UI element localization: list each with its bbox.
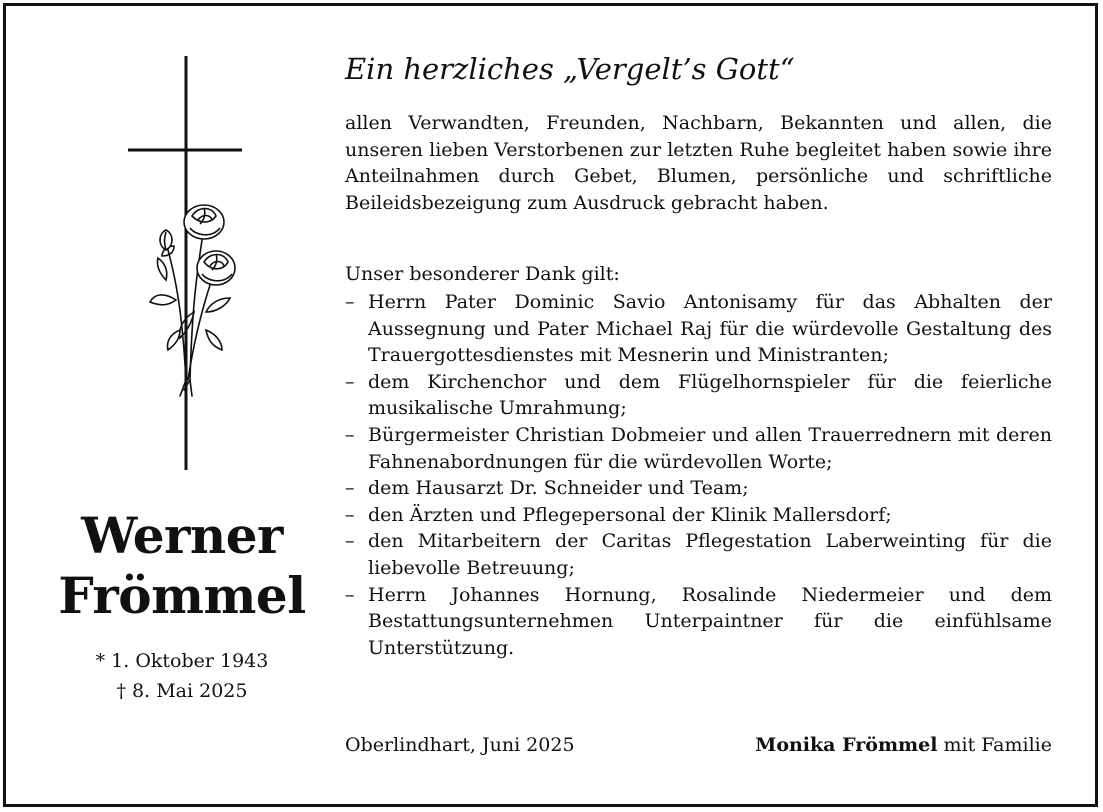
place-date: Oberlindhart, Juni 2025 bbox=[345, 734, 575, 756]
thanks-item-text: dem Kirchenchor und dem Flügelhornspieler für die feierliche musikalische Umrahmung; bbox=[368, 370, 1052, 420]
dash-bullet: – bbox=[345, 583, 355, 606]
thanks-item-text: Bürgermeister Christian Dobmeier und allen Trauerrednern mit deren Fahnenabordnungen für die würdevollen Worte; bbox=[368, 423, 1052, 473]
intro-paragraph: allen Verwandten, Freunden, Nachbarn, Bekannten und allen, die unseren lieben Verstorbenen zur letzten Ruhe begleitet haben sowie ihre Anteilnahmen durch Gebet, Blumen, persönliche und schriftliche Beileidsbezeigung zum Ausdruck gebracht haben. bbox=[345, 112, 1052, 214]
dash-bullet: – bbox=[345, 423, 355, 446]
life-dates bbox=[6, 646, 358, 706]
right-column bbox=[345, 6, 1052, 804]
obituary-card bbox=[3, 3, 1098, 807]
thanks-item-text: Herrn Johannes Hornung, Rosalinde Niedermeier und dem Bestattungsunternehmen Unterpaintner für die einfühlsame Unterstützung. bbox=[368, 583, 1052, 659]
deceased-first-name: Werner bbox=[81, 506, 283, 565]
signature-name: Monika Frömmel bbox=[755, 734, 938, 756]
left-column bbox=[6, 6, 368, 804]
list-item bbox=[345, 369, 1052, 422]
dash-bullet: – bbox=[345, 370, 355, 393]
dash-bullet: – bbox=[345, 477, 355, 500]
signature-suffix: mit Familie bbox=[943, 734, 1052, 756]
list-item bbox=[345, 528, 1052, 581]
list-item bbox=[345, 582, 1052, 662]
list-item bbox=[345, 502, 1052, 529]
deceased-last-name: Frömmel bbox=[58, 566, 306, 625]
dash-bullet: – bbox=[345, 291, 355, 313]
list-item bbox=[345, 422, 1052, 475]
birth-date: * 1. Oktober 1943 bbox=[95, 650, 269, 672]
thanks-item-text: Herrn Pater Dominic Savio Antonisamy für das Abhalten der Aussegnung und Pater Michael Raj für die würdevolle Gestaltung des Trauergottesdienstes mit Mesnerin und Ministranten; bbox=[368, 291, 1052, 367]
dash-bullet: – bbox=[345, 530, 355, 553]
thanks-item-text: dem Hausarzt Dr. Schneider und Team; bbox=[368, 477, 749, 500]
thanks-heading: Ein herzliches „Vergelt’s Gott“ bbox=[345, 52, 795, 86]
cross-with-roses-icon bbox=[106, 50, 266, 480]
thanks-list bbox=[345, 289, 1052, 661]
list-item bbox=[345, 289, 1052, 369]
signature bbox=[755, 732, 1052, 759]
special-thanks-label: Unser besonderer Dank gilt: bbox=[345, 263, 620, 285]
thanks-item-text: den Mitarbeitern der Caritas Pflegestation Laberweinting für die liebevolle Betreuung; bbox=[368, 530, 1052, 579]
death-date: † 8. Mai 2025 bbox=[116, 680, 248, 702]
list-item bbox=[345, 475, 1052, 502]
thanks-item-text: den Ärzten und Pflegepersonal der Klinik Mallersdorf; bbox=[368, 503, 892, 526]
footer bbox=[345, 729, 1052, 759]
dash-bullet: – bbox=[345, 503, 355, 526]
